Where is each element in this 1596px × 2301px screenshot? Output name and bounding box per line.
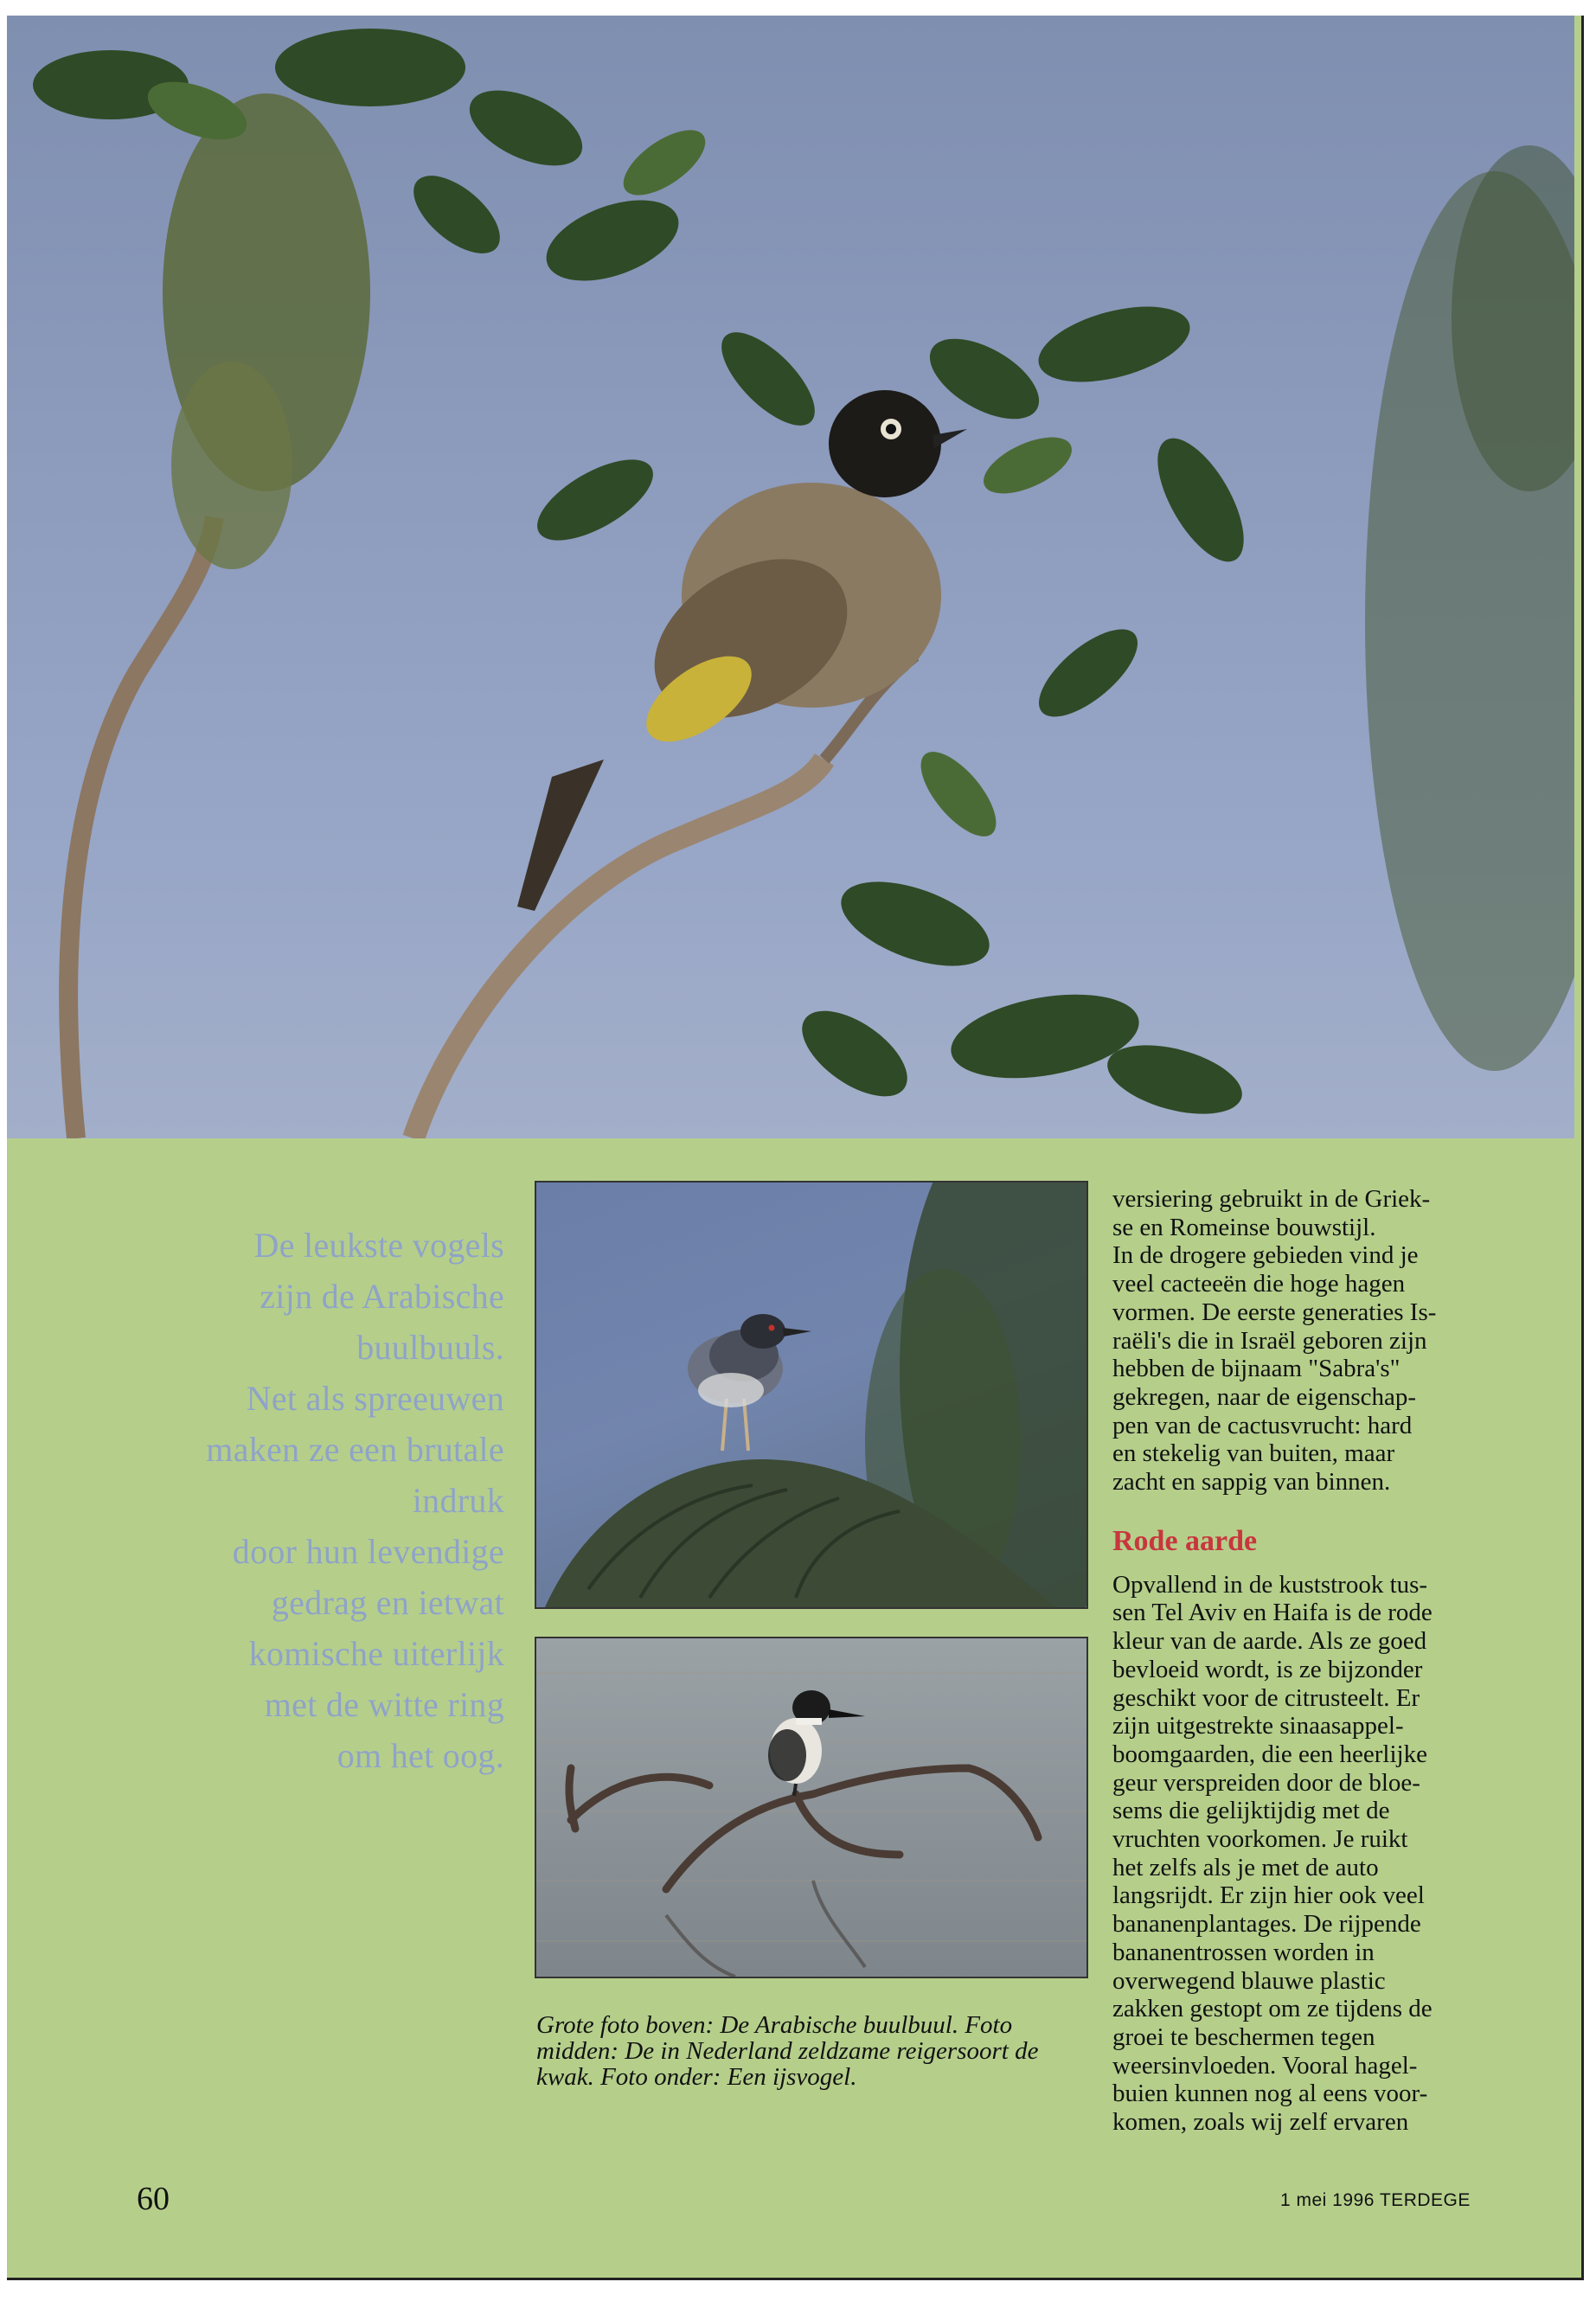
pull-quote-line: met de witte ring [264, 1685, 504, 1724]
body-line: gekregen, naar de eigenschap- [1112, 1382, 1417, 1411]
kingfisher-illustration [536, 1638, 1086, 1977]
body-line: komen, zoals wij zelf ervaren [1112, 2108, 1409, 2137]
photo-heron [535, 1181, 1088, 1609]
pull-quote-line: De leukste vogels [253, 1226, 504, 1265]
section-heading: Rode aarde [1112, 1524, 1258, 1557]
pull-quote-line: buulbuuls. [356, 1328, 504, 1367]
body-line: versiering gebruikt in de Griek- [1112, 1185, 1431, 1213]
body-line: zacht en sappig van binnen. [1112, 1468, 1391, 1497]
body-line: boomgaarden, die een heerlijke [1112, 1740, 1427, 1768]
pull-quote-line: gedrag en ietwat [271, 1583, 504, 1622]
body-line: hebben de bijnaam "Sabra's" [1112, 1355, 1401, 1383]
body-line: vormen. De eerste generaties Is- [1112, 1298, 1437, 1326]
body-line: vruchten voorkomen. Je ruikt [1112, 1825, 1408, 1854]
pull-quote-line: zijn de Arabische [260, 1277, 504, 1316]
body-line: kleur van de aarde. Als ze goed [1112, 1627, 1427, 1656]
body-line: pen van de cactusvrucht: hard [1112, 1411, 1413, 1439]
body-line: bananentrossen worden in [1112, 1938, 1375, 1966]
pull-quote-line: om het oog. [337, 1736, 504, 1775]
footer-issue: 1 mei 1996 TERDEGE [1280, 2190, 1471, 2210]
body-line: weersinvloeden. Vooral hagel- [1112, 2051, 1418, 2080]
body-line: veel cacteeën die hoge hagen [1112, 1270, 1406, 1298]
magazine-page [7, 16, 1584, 2280]
body-line: zakken gestopt om ze tijdens de [1112, 1995, 1433, 2023]
body-line: sems die gelijktijdig met de [1112, 1797, 1390, 1825]
body-line: langsrijdt. Er zijn hier ook veel [1112, 1881, 1425, 1910]
pull-quote-line: komische uiterlijk [248, 1634, 504, 1673]
pull-quote-line: indruk [412, 1481, 504, 1520]
body-line: sen Tel Aviv en Haifa is de rode [1112, 1599, 1433, 1627]
bulbul-bird [517, 390, 967, 911]
photo-bulbul [7, 16, 1574, 1138]
photo-kingfisher [535, 1637, 1088, 1978]
body-line: raëli's die in Israël geboren zijn [1112, 1326, 1427, 1355]
body-line: geschikt voor de citrusteelt. Er [1112, 1683, 1420, 1712]
pull-quote-line: door hun levendige [232, 1532, 504, 1571]
photo-caption: Grote foto boven: De Arabische buulbuul. Foto midden: De in Nederland zeldzame reigersoort de kwak. Foto onder: Een ijsvogel. [536, 2011, 1039, 2091]
bulbul-illustration [7, 16, 1574, 1138]
body-line: overwegend blauwe plastic [1112, 1966, 1386, 1995]
pull-quote-line: Net als spreeuwen [246, 1379, 504, 1418]
body-line: geur verspreiden door de bloe- [1112, 1768, 1420, 1797]
body-line: buien kunnen nog al eens voor- [1112, 2080, 1428, 2108]
body-line: bevloeid wordt, is ze bijzonder [1112, 1655, 1423, 1683]
body-line: en stekelig van buiten, maar [1112, 1439, 1395, 1468]
pull-quote-line: maken ze een brutale [206, 1430, 504, 1469]
heron-illustration [536, 1183, 1086, 1607]
body-line: groei te beschermen tegen [1112, 2022, 1375, 2051]
body-line: bananenplantages. De rijpende [1112, 1910, 1421, 1939]
pull-quote [111, 1220, 504, 1781]
body-line: Opvallend in de kuststrook tus- [1112, 1570, 1428, 1599]
body-line: se en Romeinse bouwstijl. [1112, 1213, 1376, 1241]
article-column [1112, 1185, 1480, 2137]
page-number: 60 [137, 2181, 170, 2217]
body-line: zijn uitgestrekte sinaasappel- [1112, 1712, 1404, 1740]
body-line: het zelfs als je met de auto [1112, 1853, 1379, 1881]
body-line: In de drogere gebieden vind je [1112, 1241, 1419, 1270]
